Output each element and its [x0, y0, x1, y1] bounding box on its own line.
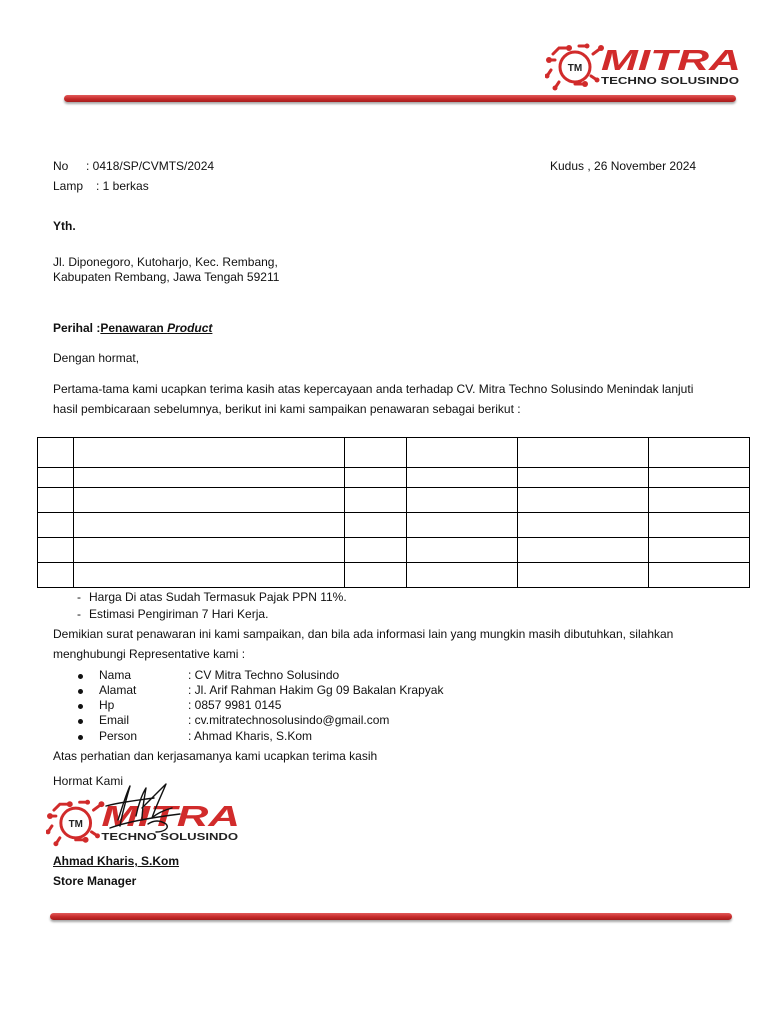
salutation: Yth.: [53, 219, 76, 233]
contact-email-value: : cv.mitratechnosolusindo@gmail.com: [188, 713, 390, 727]
note-tax: Harga Di atas Sudah Termasuk Pajak PPN 11%.: [89, 590, 347, 604]
table-cell: [407, 563, 518, 588]
regards-line: Hormat Kami: [53, 774, 124, 788]
contact-phone-value: : 0857 9981 0145: [188, 698, 282, 712]
closing-line-2: menghubungi Representative kami :: [53, 647, 246, 661]
address-line-2: Kabupaten Rembang, Jawa Tengah 59211: [53, 270, 280, 284]
table-cell: [649, 438, 750, 468]
table-cell: [345, 438, 407, 468]
bullet-icon: [78, 689, 83, 694]
table-cell: [38, 488, 74, 513]
logo-tagline-text: TECHNO SOLUSINDO: [601, 76, 740, 87]
table-cell: [407, 513, 518, 538]
lamp-value: : 1 berkas: [96, 179, 149, 193]
company-logo: [545, 40, 745, 92]
contact-name-label: Nama: [99, 668, 132, 682]
table-cell: [345, 513, 407, 538]
table-row: [38, 513, 750, 538]
greeting: Dengan hormat,: [53, 351, 140, 365]
closing-line-1: Demikian surat penawaran ini kami sampaikan, dan bila ada informasi lain yang mungkin masih dibutuhkan, silahkan: [53, 627, 674, 641]
table-cell: [74, 488, 345, 513]
table-cell: [649, 513, 750, 538]
table-cell: [38, 438, 74, 468]
table-cell: [38, 563, 74, 588]
logo-brand-text: MITRA: [601, 45, 741, 77]
table-cell: [74, 468, 345, 488]
subject-text-part-2: Product: [167, 321, 213, 335]
table-cell: [518, 488, 649, 513]
table-cell: [38, 513, 74, 538]
stamp-tagline-text: TECHNO SOLUSINDO: [101, 831, 239, 843]
bullet-icon: [78, 719, 83, 724]
signature-scribble: [96, 780, 188, 838]
contact-name-value: : CV Mitra Techno Solusindo: [188, 668, 340, 682]
note-dash: -: [77, 590, 81, 604]
contact-address-label: Alamat: [99, 683, 137, 697]
subject-text: [100, 321, 212, 335]
contact-person-value: : Ahmad Kharis, S.Kom: [188, 729, 313, 743]
note-dash: -: [77, 607, 81, 621]
table-cell: [38, 538, 74, 563]
table-cell: [345, 488, 407, 513]
subject-line: [53, 321, 212, 336]
bullet-icon: [78, 735, 83, 740]
table-cell: [74, 438, 345, 468]
table-cell: [649, 538, 750, 563]
table-cell: [345, 538, 407, 563]
contact-person-label: Person: [99, 729, 138, 743]
lamp-label: Lamp: [53, 179, 84, 193]
table-cell: [407, 468, 518, 488]
bullet-icon: [78, 704, 83, 709]
stamp-brand-text: MITRA: [101, 800, 241, 833]
no-label: No: [53, 159, 69, 173]
intro-line-1: Pertama-tama kami ucapkan terima kasih atas kepercayaan anda terhadap CV. Mitra Techno Solusindo Menindak lanjuti: [53, 382, 694, 396]
contact-address-value: : Jl. Arif Rahman Hakim Gg 09 Bakalan Krapyak: [188, 683, 444, 697]
table-cell: [74, 538, 345, 563]
table-cell: [345, 563, 407, 588]
table-cell: [649, 488, 750, 513]
table-cell: [74, 513, 345, 538]
offer-table: [37, 437, 750, 588]
signatory-title: Store Manager: [53, 874, 137, 888]
subject-label: Perihal :: [53, 321, 101, 335]
table-cell: [518, 538, 649, 563]
contact-email-label: Email: [99, 713, 130, 727]
bullet-icon: [78, 674, 83, 679]
table-cell: [407, 538, 518, 563]
table-row: [38, 488, 750, 513]
contact-phone-label: Hp: [99, 698, 115, 712]
address-line-1: Jl. Diponegoro, Kutoharjo, Kec. Rembang,: [53, 255, 278, 269]
table-cell: [407, 488, 518, 513]
intro-line-2: hasil pembicaraan sebelumnya, berikut ini kami sampaikan penawaran sebagai berikut :: [53, 402, 521, 416]
table-cell: [518, 438, 649, 468]
thanks-line: Atas perhatian dan kerjasamanya kami ucapkan terima kasih: [53, 749, 378, 763]
header-divider: [64, 95, 736, 102]
no-value: : 0418/SP/CVMTS/2024: [86, 159, 215, 173]
table-row: [38, 538, 750, 563]
table-cell: [518, 468, 649, 488]
table-cell: [518, 563, 649, 588]
signatory-name: Ahmad Kharis, S.Kom: [53, 854, 180, 868]
table-row: [38, 468, 750, 488]
table-header-row: [38, 438, 750, 468]
stamp-mark-text: TM: [68, 818, 83, 830]
place-date: Kudus , 26 November 2024: [550, 159, 697, 173]
table-cell: [649, 563, 750, 588]
table-cell: [649, 468, 750, 488]
subject-text-part-1: Penawaran: [100, 321, 168, 335]
table-cell: [38, 468, 74, 488]
table-cell: [74, 563, 345, 588]
footer-divider: [50, 913, 732, 920]
table-cell: [407, 438, 518, 468]
table-cell: [518, 513, 649, 538]
logo-mark-text: TM: [567, 63, 583, 74]
note-shipping: Estimasi Pengiriman 7 Hari Kerja.: [89, 607, 269, 621]
table-row: [38, 563, 750, 588]
table-cell: [345, 468, 407, 488]
